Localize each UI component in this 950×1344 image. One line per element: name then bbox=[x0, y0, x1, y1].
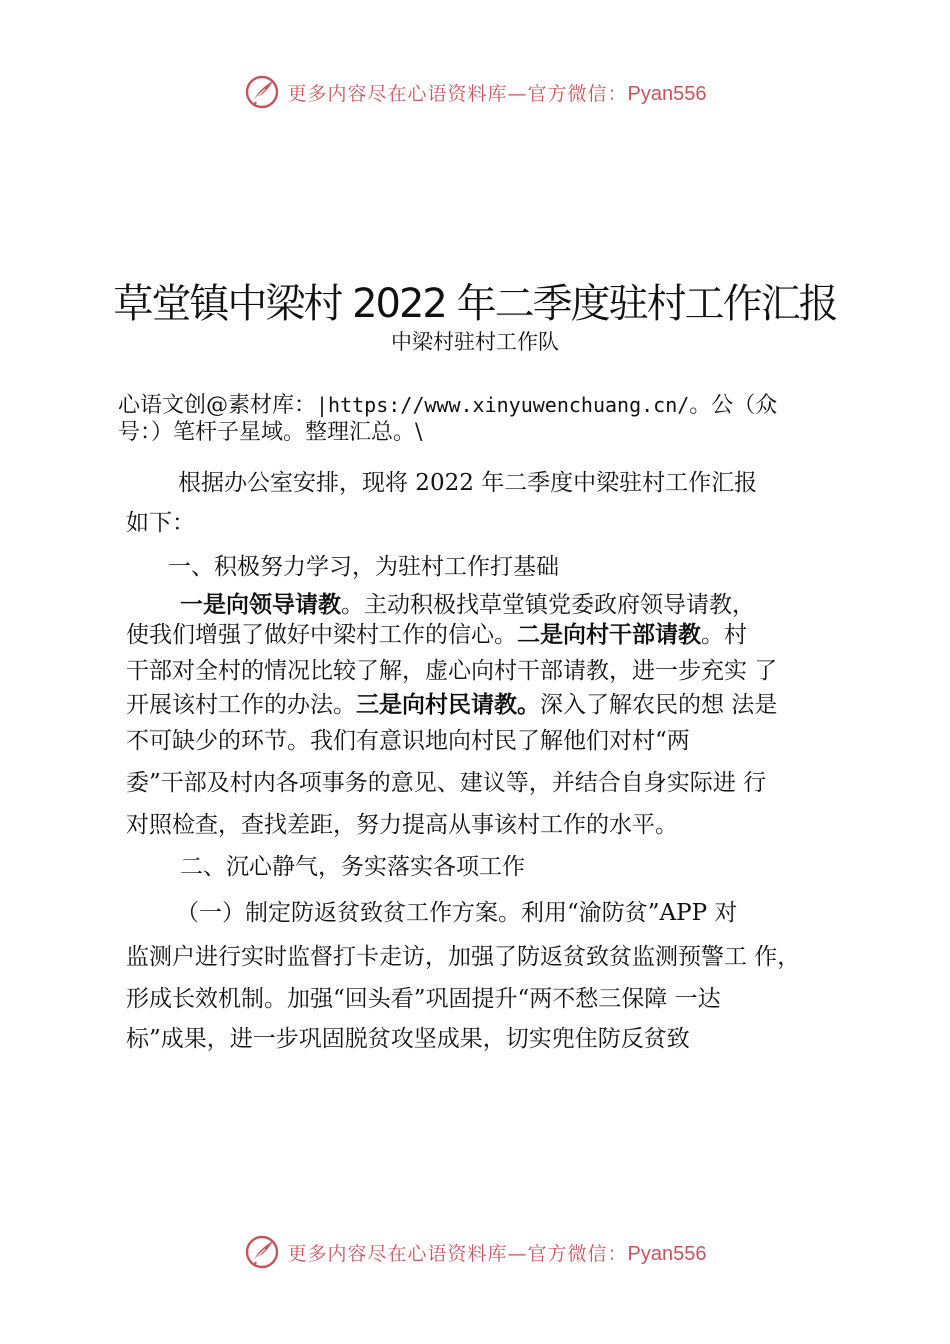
watermark-text: 更多内容尽在心语资料库—官方微信：Pyan556 bbox=[287, 82, 707, 105]
paragraph-1-line-4: 开展该村工作的办法。三是向村民请教。深入了解农民的想 法是 bbox=[126, 692, 778, 718]
paragraph-2-line-1: （一）制定防返贫致贫工作方案。利用“渝防贫”APP 对 bbox=[176, 900, 738, 926]
paragraph-1-line-6: 委”干部及村内各项事务的意见、建议等，并结合自身实际进 行 bbox=[126, 770, 767, 796]
document-title: 草堂镇中梁村 2022 年二季度驻村工作汇报 bbox=[113, 281, 837, 327]
watermark-wechat-id: Pyan556 bbox=[627, 82, 707, 105]
intro-line-2: 如下： bbox=[126, 510, 195, 536]
paragraph-2-line-4: 标”成果，进一步巩固脱贫攻坚成果，切实兜住防反贫致 bbox=[126, 1026, 690, 1052]
source-url: |https://www.xinyuwenchuang.cn/ bbox=[316, 393, 690, 417]
watermark-banner-bottom bbox=[0, 1232, 950, 1272]
source-line-1: 心语文创@素材库：|https://www.xinyuwenchuang.cn/。公（众 bbox=[118, 393, 778, 418]
section-heading-1: 一、积极努力学习，为驻村工作打基础 bbox=[168, 554, 559, 580]
paragraph-1-line-3: 干部对全村的情况比较了解，虚心向村干部请教，进一步充实 了 bbox=[126, 658, 778, 684]
paragraph-1-line-2: 使我们增强了做好中梁村工作的信心。二是向村干部请教。村 bbox=[126, 622, 747, 648]
source-line-2: 号：）笔杆子星域。整理汇总。\ bbox=[118, 420, 423, 445]
paragraph-1-line-1: 一是向领导请教。主动积极找草堂镇党委政府领导请教， bbox=[180, 592, 755, 618]
paragraph-2-line-3: 形成长效机制。加强“回头看”巩固提升“两不愁三保障 一达 bbox=[126, 986, 721, 1012]
red-feather-logo-icon bbox=[244, 1234, 280, 1270]
red-feather-logo-icon bbox=[244, 74, 280, 110]
paragraph-1-line-5: 不可缺少的环节。我们有意识地向村民了解他们对村“两 bbox=[126, 728, 690, 754]
paragraph-2-line-2: 监测户进行实时监督打卡走访，加强了防返贫致贫监测预警工 作， bbox=[126, 944, 801, 970]
paragraph-1-line-7: 对照检查，查找差距，努力提高从事该村工作的水平。 bbox=[126, 812, 678, 838]
watermark-wechat-id: Pyan556 bbox=[627, 1242, 707, 1265]
document-author: 中梁村驻村工作队 bbox=[391, 330, 559, 354]
watermark-text: 更多内容尽在心语资料库—官方微信：Pyan556 bbox=[287, 1242, 707, 1265]
watermark-banner-top bbox=[0, 72, 950, 112]
intro-line-1: 根据办公室安排，现将 2022 年二季度中梁驻村工作汇报 bbox=[178, 470, 758, 496]
section-heading-2: 二、沉心静气，务实落实各项工作 bbox=[180, 854, 525, 880]
